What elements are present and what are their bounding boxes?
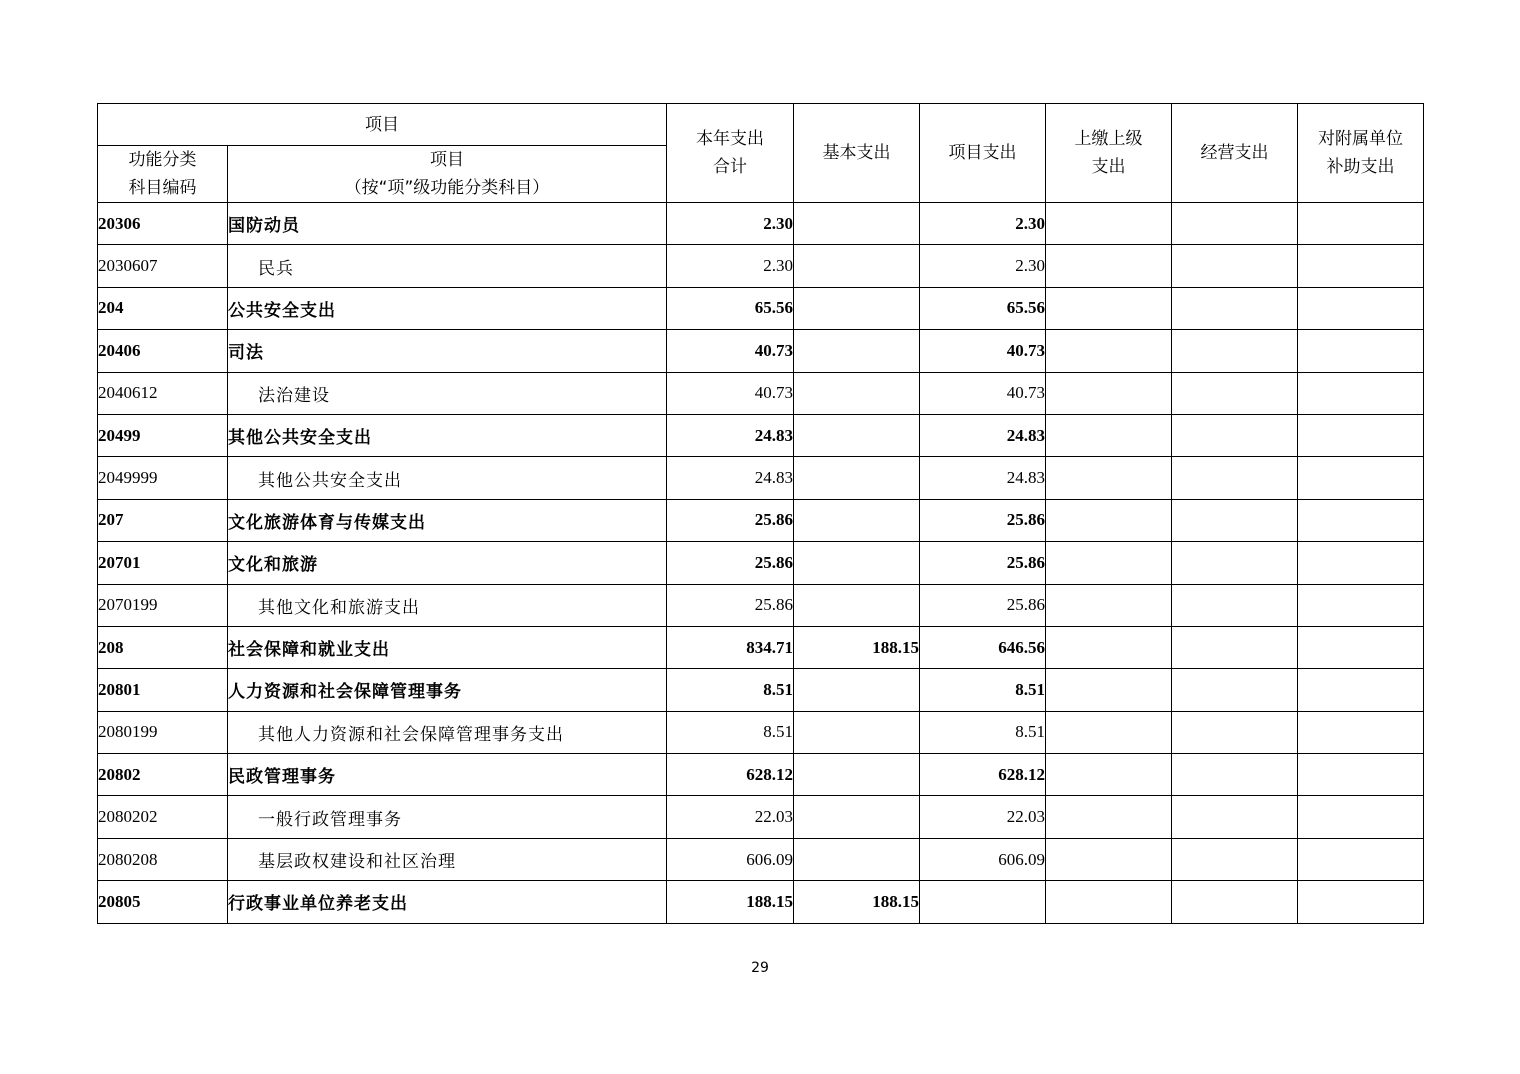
header-total-line2: 合计	[713, 157, 747, 177]
upper-cell	[1046, 838, 1172, 880]
project-cell: 25.86	[920, 584, 1046, 626]
table-row	[98, 542, 1424, 584]
subsidy-cell	[1298, 542, 1424, 584]
header-operating: 经营支出	[1172, 104, 1298, 203]
basic-cell	[794, 838, 920, 880]
basic-cell	[794, 499, 920, 541]
upper-cell	[1046, 881, 1172, 923]
name-cell: 其他文化和旅游支出	[228, 584, 667, 626]
project-cell: 8.51	[920, 669, 1046, 711]
operating-cell	[1172, 711, 1298, 753]
project-cell: 22.03	[920, 796, 1046, 838]
header-code	[98, 146, 228, 203]
basic-cell: 188.15	[794, 626, 920, 668]
project-cell: 25.86	[920, 499, 1046, 541]
total-cell: 8.51	[667, 711, 794, 753]
project-cell: 2.30	[920, 245, 1046, 287]
subsidy-cell	[1298, 881, 1424, 923]
header-subsidy-line2: 补助支出	[1326, 157, 1395, 177]
total-cell: 8.51	[667, 669, 794, 711]
project-cell: 24.83	[920, 457, 1046, 499]
header-code-line2: 科目编码	[128, 178, 197, 198]
name-cell: 文化旅游体育与传媒支出	[228, 499, 667, 541]
project-cell: 24.83	[920, 414, 1046, 456]
total-cell: 2.30	[667, 245, 794, 287]
upper-cell	[1046, 754, 1172, 796]
header-upper-line2: 支出	[1091, 157, 1126, 177]
table-row	[98, 245, 1424, 287]
name-cell: 社会保障和就业支出	[228, 626, 667, 668]
basic-cell	[794, 414, 920, 456]
budget-table	[97, 103, 1424, 924]
upper-cell	[1046, 245, 1172, 287]
table-row	[98, 499, 1424, 541]
name-cell: 法治建设	[228, 372, 667, 414]
total-cell: 24.83	[667, 414, 794, 456]
code-cell: 20805	[98, 881, 228, 923]
total-cell: 606.09	[667, 838, 794, 880]
total-cell: 834.71	[667, 626, 794, 668]
total-cell: 22.03	[667, 796, 794, 838]
subsidy-cell	[1298, 626, 1424, 668]
basic-cell	[794, 796, 920, 838]
name-cell: 文化和旅游	[228, 542, 667, 584]
total-cell: 188.15	[667, 881, 794, 923]
table-row	[98, 372, 1424, 414]
name-cell: 行政事业单位养老支出	[228, 881, 667, 923]
total-cell: 2.30	[667, 203, 794, 245]
total-cell: 40.73	[667, 330, 794, 372]
name-cell: 其他人力资源和社会保障管理事务支出	[228, 711, 667, 753]
header-name	[228, 146, 667, 203]
header-name-line2: （按“项”级功能分类科目）	[344, 178, 550, 198]
subsidy-cell	[1298, 796, 1424, 838]
operating-cell	[1172, 796, 1298, 838]
code-cell: 2070199	[98, 584, 228, 626]
subsidy-cell	[1298, 287, 1424, 329]
operating-cell	[1172, 881, 1298, 923]
header-total-line1: 本年支出	[696, 129, 764, 149]
code-cell: 2040612	[98, 372, 228, 414]
table-row	[98, 330, 1424, 372]
subsidy-cell	[1298, 499, 1424, 541]
header-subsidy-line1: 对附属单位	[1318, 129, 1403, 149]
subsidy-cell	[1298, 330, 1424, 372]
upper-cell	[1046, 203, 1172, 245]
table-row	[98, 457, 1424, 499]
header-item-group: 项目	[98, 104, 667, 146]
name-cell: 基层政权建设和社区治理	[228, 838, 667, 880]
subsidy-cell	[1298, 838, 1424, 880]
total-cell: 25.86	[667, 499, 794, 541]
total-cell: 25.86	[667, 542, 794, 584]
total-cell: 24.83	[667, 457, 794, 499]
operating-cell	[1172, 330, 1298, 372]
table-row	[98, 414, 1424, 456]
project-cell: 606.09	[920, 838, 1046, 880]
name-cell: 一般行政管理事务	[228, 796, 667, 838]
operating-cell	[1172, 457, 1298, 499]
name-cell: 民兵	[228, 245, 667, 287]
header-upper	[1046, 104, 1172, 203]
operating-cell	[1172, 669, 1298, 711]
basic-cell	[794, 542, 920, 584]
operating-cell	[1172, 287, 1298, 329]
basic-cell	[794, 584, 920, 626]
subsidy-cell	[1298, 584, 1424, 626]
upper-cell	[1046, 457, 1172, 499]
operating-cell	[1172, 372, 1298, 414]
header-subsidy	[1298, 104, 1424, 203]
project-cell: 65.56	[920, 287, 1046, 329]
upper-cell	[1046, 584, 1172, 626]
operating-cell	[1172, 414, 1298, 456]
header-code-line1: 功能分类	[128, 150, 197, 170]
subsidy-cell	[1298, 457, 1424, 499]
table-body	[98, 203, 1424, 924]
code-cell: 2049999	[98, 457, 228, 499]
code-cell: 2080202	[98, 796, 228, 838]
header-basic: 基本支出	[794, 104, 920, 203]
operating-cell	[1172, 754, 1298, 796]
project-cell: 2.30	[920, 203, 1046, 245]
operating-cell	[1172, 838, 1298, 880]
upper-cell	[1046, 711, 1172, 753]
total-cell: 65.56	[667, 287, 794, 329]
code-cell: 20801	[98, 669, 228, 711]
table-header	[98, 104, 1424, 203]
code-cell: 207	[98, 499, 228, 541]
basic-cell	[794, 330, 920, 372]
basic-cell	[794, 245, 920, 287]
upper-cell	[1046, 330, 1172, 372]
basic-cell	[794, 203, 920, 245]
upper-cell	[1046, 542, 1172, 584]
table-row	[98, 711, 1424, 753]
basic-cell: 188.15	[794, 881, 920, 923]
total-cell: 40.73	[667, 372, 794, 414]
name-cell: 公共安全支出	[228, 287, 667, 329]
subsidy-cell	[1298, 245, 1424, 287]
table-row	[98, 881, 1424, 923]
project-cell	[920, 881, 1046, 923]
subsidy-cell	[1298, 203, 1424, 245]
table-row	[98, 669, 1424, 711]
subsidy-cell	[1298, 754, 1424, 796]
subsidy-cell	[1298, 414, 1424, 456]
project-cell: 646.56	[920, 626, 1046, 668]
name-cell: 司法	[228, 330, 667, 372]
project-cell: 40.73	[920, 372, 1046, 414]
project-cell: 8.51	[920, 711, 1046, 753]
basic-cell	[794, 457, 920, 499]
code-cell: 204	[98, 287, 228, 329]
subsidy-cell	[1298, 711, 1424, 753]
code-cell: 2030607	[98, 245, 228, 287]
upper-cell	[1046, 414, 1172, 456]
total-cell: 25.86	[667, 584, 794, 626]
subsidy-cell	[1298, 669, 1424, 711]
name-cell: 其他公共安全支出	[228, 457, 667, 499]
upper-cell	[1046, 626, 1172, 668]
name-cell: 人力资源和社会保障管理事务	[228, 669, 667, 711]
subsidy-cell	[1298, 372, 1424, 414]
table-row	[98, 584, 1424, 626]
project-cell: 25.86	[920, 542, 1046, 584]
name-cell: 其他公共安全支出	[228, 414, 667, 456]
operating-cell	[1172, 626, 1298, 668]
basic-cell	[794, 287, 920, 329]
basic-cell	[794, 669, 920, 711]
code-cell: 2080208	[98, 838, 228, 880]
table-row	[98, 626, 1424, 668]
project-cell: 628.12	[920, 754, 1046, 796]
total-cell: 628.12	[667, 754, 794, 796]
table-row	[98, 287, 1424, 329]
operating-cell	[1172, 542, 1298, 584]
basic-cell	[794, 754, 920, 796]
table-row	[98, 838, 1424, 880]
operating-cell	[1172, 584, 1298, 626]
code-cell: 20701	[98, 542, 228, 584]
table-row	[98, 203, 1424, 245]
upper-cell	[1046, 499, 1172, 541]
upper-cell	[1046, 796, 1172, 838]
operating-cell	[1172, 499, 1298, 541]
page-number: 29	[751, 960, 769, 976]
upper-cell	[1046, 287, 1172, 329]
project-cell: 40.73	[920, 330, 1046, 372]
code-cell: 20499	[98, 414, 228, 456]
name-cell: 民政管理事务	[228, 754, 667, 796]
operating-cell	[1172, 245, 1298, 287]
header-total	[667, 104, 794, 203]
code-cell: 20406	[98, 330, 228, 372]
operating-cell	[1172, 203, 1298, 245]
name-cell: 国防动员	[228, 203, 667, 245]
basic-cell	[794, 372, 920, 414]
upper-cell	[1046, 669, 1172, 711]
code-cell: 208	[98, 626, 228, 668]
code-cell: 2080199	[98, 711, 228, 753]
code-cell: 20306	[98, 203, 228, 245]
code-cell: 20802	[98, 754, 228, 796]
table-row	[98, 796, 1424, 838]
header-name-line1: 项目	[430, 150, 464, 170]
upper-cell	[1046, 372, 1172, 414]
basic-cell	[794, 711, 920, 753]
table-row	[98, 754, 1424, 796]
header-upper-line1: 上缴上级	[1074, 129, 1143, 149]
header-project: 项目支出	[920, 104, 1046, 203]
